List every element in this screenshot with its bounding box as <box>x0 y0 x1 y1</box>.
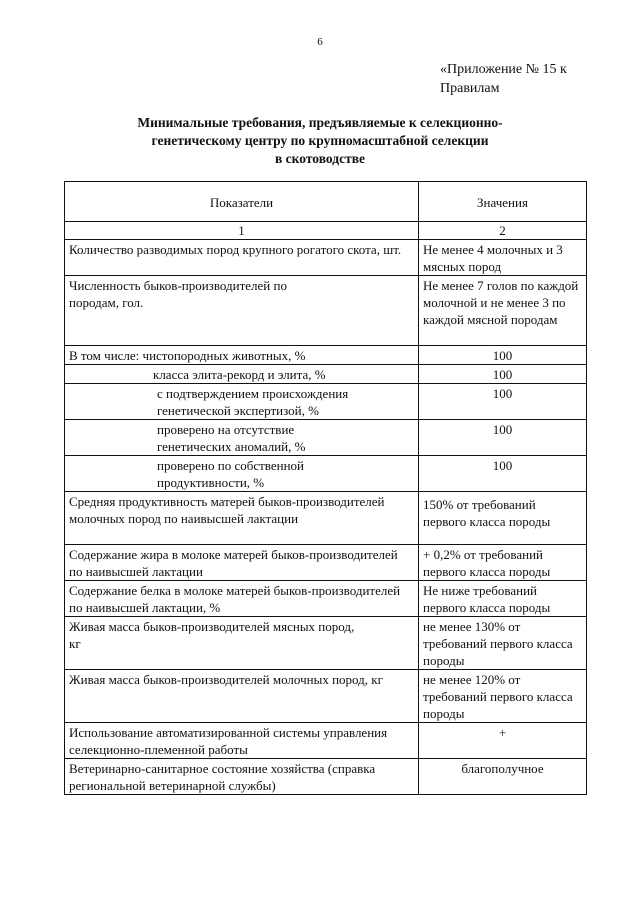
table-row <box>65 420 587 456</box>
document-title <box>60 114 580 168</box>
value-cell: 100 <box>419 365 587 384</box>
value-cell: не менее 120% от требований первого класса породы <box>419 670 587 723</box>
annex-reference <box>440 60 630 98</box>
value-cell: 100 <box>419 384 587 420</box>
page-number: 6 <box>317 36 323 48</box>
value-cell: Не ниже требований первого класса породы <box>419 581 587 617</box>
table-row <box>65 670 587 723</box>
table-row <box>65 545 587 581</box>
title-line-1: Минимальные требования, предъявляемые к селекционно- <box>137 115 503 130</box>
value-cell: благополучное <box>419 759 587 795</box>
column-number-1: 1 <box>65 222 419 240</box>
indicator-cell: класса элита-рекорд и элита, % <box>65 365 419 384</box>
header-values: Значения <box>419 182 587 222</box>
value-cell: 150% от требований первого класса породы <box>419 492 587 545</box>
indicator-cell: Живая масса быков-производителей молочных пород, кг <box>65 670 419 723</box>
table-row <box>65 759 587 795</box>
indicator-cell: Живая масса быков-производителей мясных пород, кг <box>65 617 419 670</box>
indicator-cell: В том числе: чистопородных животных, % <box>65 346 419 365</box>
value-cell: Не менее 7 голов по каждой молочной и не менее 3 по каждой мясной породам <box>419 276 587 346</box>
table-row <box>65 346 587 365</box>
annex-line-2: Правилам <box>440 81 500 96</box>
value-cell: + <box>419 723 587 759</box>
value-cell: 100 <box>419 456 587 492</box>
table-row <box>65 456 587 492</box>
column-number-2: 2 <box>419 222 587 240</box>
indicator-cell: Численность быков-производителей по породам, гол. <box>65 276 419 346</box>
indicator-cell: Содержание белка в молоке матерей быков-производителей по наивысшей лактации, % <box>65 581 419 617</box>
requirements-table <box>64 181 587 795</box>
indicator-cell: Средняя продуктивность матерей быков-производителей молочных пород по наивысшей лактации <box>65 492 419 545</box>
table-row <box>65 240 587 276</box>
indicator-cell: с подтверждением происхождения генетической экспертизой, % <box>65 384 419 420</box>
table-row <box>65 276 587 346</box>
title-line-3: в скотоводстве <box>275 151 365 166</box>
indicator-cell: Количество разводимых пород крупного рогатого скота, шт. <box>65 240 419 276</box>
value-cell: 100 <box>419 346 587 365</box>
value-cell: 100 <box>419 420 587 456</box>
indicator-cell: проверено на отсутствие генетических аномалий, % <box>65 420 419 456</box>
table-row <box>65 365 587 384</box>
value-cell: + 0,2% от требований первого класса породы <box>419 545 587 581</box>
indicator-cell: Содержание жира в молоке матерей быков-производителей по наивысшей лактации <box>65 545 419 581</box>
title-line-2: генетическому центру по крупномасштабной селекции <box>151 133 489 148</box>
column-number-row <box>65 222 587 240</box>
value-cell: не менее 130% от требований первого класса породы <box>419 617 587 670</box>
table-row <box>65 723 587 759</box>
table-row <box>65 617 587 670</box>
table-row <box>65 581 587 617</box>
indicator-cell: Использование автоматизированной системы управления селекционно-племенной работы <box>65 723 419 759</box>
value-cell: Не менее 4 молочных и 3 мясных пород <box>419 240 587 276</box>
table-row <box>65 384 587 420</box>
requirements-table-wrapper <box>64 181 587 795</box>
indicator-cell: проверено по собственной продуктивности, % <box>65 456 419 492</box>
annex-line-1: «Приложение № 15 к <box>440 62 567 77</box>
table-header-row <box>65 182 587 222</box>
header-indicators: Показатели <box>65 182 419 222</box>
indicator-cell: Ветеринарно-санитарное состояние хозяйства (справка региональной ветеринарной службы) <box>65 759 419 795</box>
table-row <box>65 492 587 545</box>
